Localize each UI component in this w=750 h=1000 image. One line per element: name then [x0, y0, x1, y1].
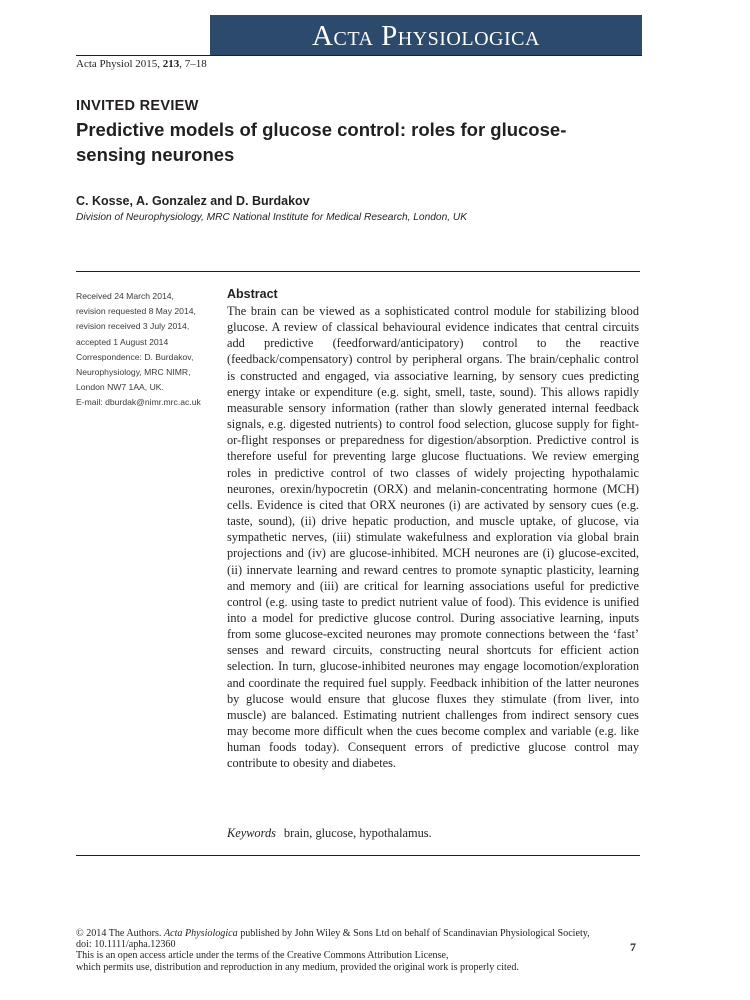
sidebar-line: Received 24 March 2014, [76, 291, 174, 301]
article-history-sidebar [76, 289, 216, 411]
copyright-prefix: © 2014 The Authors. [76, 928, 164, 939]
abstract-text: The brain can be viewed as a sophisticated control module for stabilizing blood glucose. A review of classical behavioural evidence indicates that central circuits add predictive (feedforward/anticipatory) control to the reactive (feedback/compensatory) control by peripheral organs. The brain/cephalic control is constructed and engaged, via associative learning, by sensory cues predicting energy intake or expenditure (e.g. sight, smell, taste, sound). This allows rapidly measurable sensory information (rather than slowly generated internal feedback signals, e.g. digested nutrients) to control food selection, glucose supply for fight-or-flight responses or preparedness for digestion/absorption. Predictive control is therefore useful for preventing large glucose fluctuations. We review emerging roles in predictive control of two classes of widely projecting hypothalamic neurones, orexin/hypocretin (ORX) and melanin-concentrating hormone (MCH) cells. Evidence is cited that ORX neurones (i) are activated by sensory cues (e.g. taste, sound), (ii) drive hepatic production, and muscle uptake, of glucose, via sympathetic nerves, (iii) stimulate wakefulness and exploration via global brain projections and (iv) are glucose-inhibited. MCH neurones are (i) glucose-excited, (ii) innervate learning and reward centres to promote synaptic plasticity, learning and memory and (iii) are critical for learning associations useful for predictive control (e.g. using taste to predict nutrient value of food). This evidence is unified into a model for predictive glucose control. During associative learning, inputs from some glucose-excited neurones may promote connections between the ‘fast’ senses and reward circuits, constructing neural shortcuts for efficient action selection. In turn, glucose-inhibited neurones may engage locomotion/exploration and coordinate the required fuel supply. Feedback inhibition of the latter neurones by glucose would ensure that glucose fluxes they stimulate (from liver, into muscle) are balanced. Estimating nutrient challenges from indirect sensory cues may become more difficult when the cues become complex and variable (e.g. like human foods today). Consequent errors of predictive glucose control may contribute to obesity and diabetes. [227, 304, 639, 771]
license-line: This is an open access article under the terms of the Creative Commons Attribution License, [76, 950, 449, 962]
citation [76, 58, 207, 70]
page-number: 7 [630, 940, 636, 954]
citation-volume: 213 [162, 58, 180, 70]
sidebar-line: Correspondence: D. Burdakov, [76, 351, 194, 362]
journal-banner [210, 15, 642, 55]
doi[interactable]: doi: 10.1111/apha.12360 [76, 939, 176, 951]
copyright-journal: Acta Physiologica [163, 928, 238, 939]
article-title: Predictive models of glucose control: roles for glucose-sensing neurones [76, 119, 567, 165]
license-line: which permits use, distribution and reproduction in any medium, provided the original work is properly cited. [76, 961, 519, 973]
copyright-suffix: published by John Wiley & Sons Ltd on behalf of Scandinavian Physiological Society, [237, 928, 590, 939]
authors: C. Kosse, A. Gonzalez and D. Burdakov [76, 194, 310, 208]
journal-name: Acta Physiologica [312, 20, 540, 52]
sidebar-email[interactable]: E-mail: dburdak@nimr.mrc.ac.uk [76, 397, 201, 408]
footer [76, 928, 642, 973]
divider-bottom [76, 855, 640, 856]
affiliation: Division of Neurophysiology, MRC National Institute for Medical Research, London, UK [76, 212, 468, 223]
copyright-line [76, 928, 642, 939]
keywords-list: brain, glucose, hypothalamus. [283, 826, 432, 840]
sidebar-line: London NW7 1AA, UK. [76, 382, 164, 393]
citation-pages: , 7–18 [179, 58, 207, 70]
divider-top [76, 271, 640, 272]
keywords-label: Keywords [227, 826, 276, 840]
article-type: INVITED REVIEW [76, 98, 199, 114]
sidebar-line: Neurophysiology, MRC NIMR, [76, 367, 191, 378]
sidebar-line: revision received 3 July 2014, [76, 321, 190, 332]
abstract-heading: Abstract [227, 287, 278, 301]
header-rule [76, 55, 642, 56]
citation-prefix: Acta Physiol 2015, [76, 58, 163, 70]
sidebar-line: accepted 1 August 2014 [76, 336, 169, 347]
keywords [227, 826, 432, 841]
sidebar-line: revision requested 8 May 2014, [76, 306, 196, 317]
